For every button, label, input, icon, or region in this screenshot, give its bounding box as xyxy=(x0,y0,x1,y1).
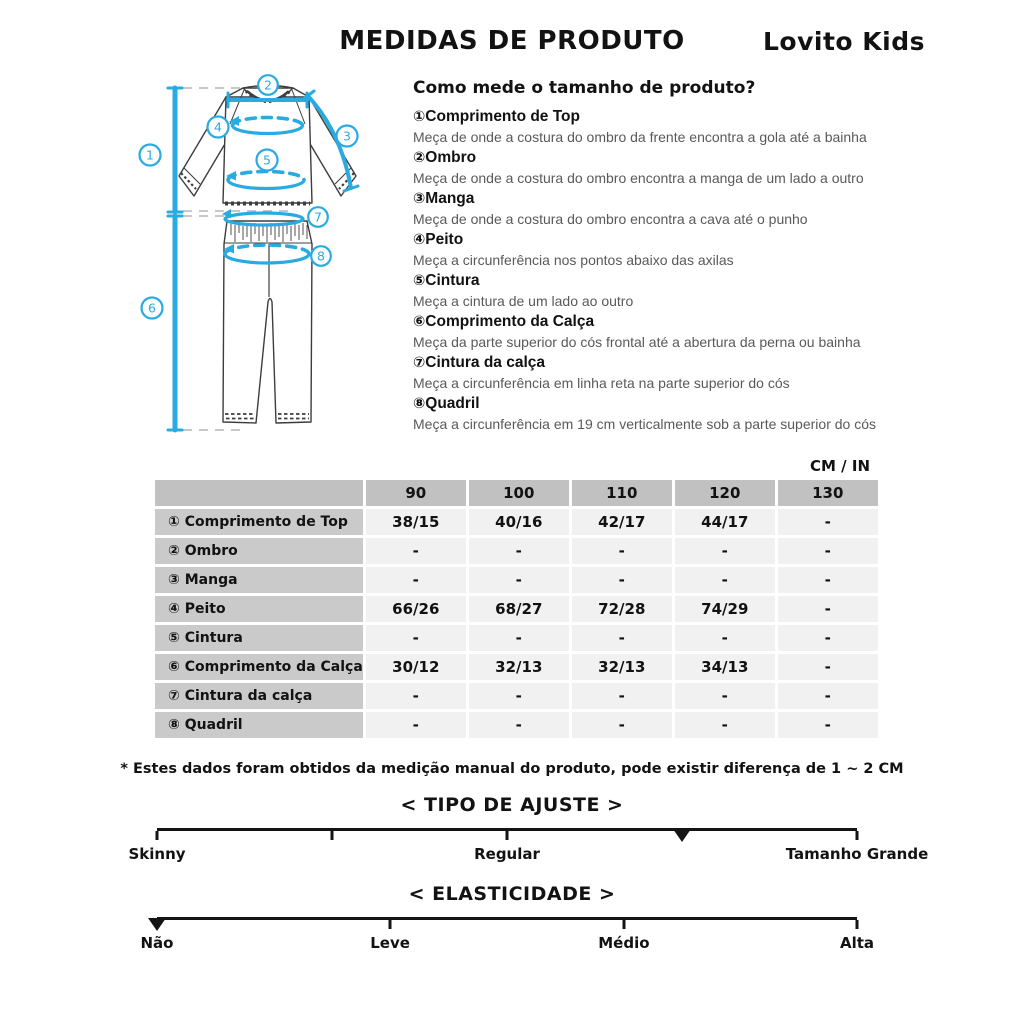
circled-number-icon: ② xyxy=(413,150,426,166)
size-value-cell: - xyxy=(675,683,775,709)
circled-number-icon: ⑦ xyxy=(413,355,426,371)
size-value-cell: - xyxy=(778,596,878,622)
pajama-pants-outline xyxy=(223,221,312,423)
size-value-cell: - xyxy=(366,567,466,593)
size-value-cell: 74/29 xyxy=(675,596,775,622)
svg-text:5: 5 xyxy=(263,152,271,168)
instruction-item xyxy=(413,271,893,312)
instruction-description: Meça de onde a costura do ombro encontra a manga de um lado a outro xyxy=(413,170,864,186)
svg-text:2: 2 xyxy=(264,77,272,93)
measurement-row-label: ⑧ Quadril xyxy=(155,712,363,738)
size-value-cell: - xyxy=(778,625,878,651)
pajama-top-outline xyxy=(179,86,356,204)
size-value-cell: - xyxy=(778,683,878,709)
scale-label: Skinny xyxy=(128,845,186,863)
scale-label: Tamanho Grande xyxy=(785,845,929,863)
size-value-cell: - xyxy=(366,712,466,738)
instruction-name: Peito xyxy=(425,231,464,248)
instruction-label xyxy=(413,230,893,250)
scale-tick xyxy=(506,831,509,840)
size-value-cell: - xyxy=(778,509,878,535)
instruction-description: Meça de onde a costura do ombro encontra a cava até o punho xyxy=(413,211,808,227)
size-value-cell: - xyxy=(675,625,775,651)
measurement-row-label: ② Ombro xyxy=(155,538,363,564)
size-value-cell: - xyxy=(572,683,672,709)
size-value-cell: 34/13 xyxy=(675,654,775,680)
instruction-item xyxy=(413,312,893,353)
measurement-row-label: ⑤ Cintura xyxy=(155,625,363,651)
instruction-item xyxy=(413,189,893,230)
size-value-cell: - xyxy=(366,625,466,651)
size-table-row xyxy=(155,654,878,680)
size-value-cell: - xyxy=(572,712,672,738)
elasticity-scale xyxy=(140,917,875,973)
instructions-heading: Como mede o tamanho de produto? xyxy=(413,78,756,98)
marker-1 xyxy=(140,145,161,166)
size-value-cell: - xyxy=(572,625,672,651)
size-table-row xyxy=(155,509,878,535)
instruction-description: Meça da parte superior do cós frontal até a abertura da perna ou bainha xyxy=(413,334,861,350)
instruction-description: Meça a cintura de um lado ao outro xyxy=(413,293,634,309)
instruction-name: Cintura xyxy=(425,272,480,289)
svg-text:8: 8 xyxy=(317,248,325,264)
marker-6 xyxy=(142,298,163,319)
size-value-cell: - xyxy=(675,712,775,738)
size-value-cell: - xyxy=(778,712,878,738)
marker-2 xyxy=(258,75,278,95)
scale-tick xyxy=(156,831,159,840)
size-column-header: 120 xyxy=(675,480,775,506)
instruction-label xyxy=(413,312,893,332)
size-table-row xyxy=(155,596,878,622)
circled-number-icon: ⑧ xyxy=(413,396,426,412)
scale-tick xyxy=(856,831,859,840)
svg-text:7: 7 xyxy=(314,209,322,225)
size-value-cell: - xyxy=(469,712,569,738)
size-value-cell: - xyxy=(675,567,775,593)
size-value-cell: - xyxy=(675,538,775,564)
size-value-cell: 30/12 xyxy=(366,654,466,680)
size-table-row xyxy=(155,712,878,738)
measurement-row-label: ④ Peito xyxy=(155,596,363,622)
instruction-item xyxy=(413,394,893,435)
instruction-label xyxy=(413,148,893,168)
marker-8 xyxy=(311,246,331,266)
instruction-label xyxy=(413,189,893,209)
scale-label: Alta xyxy=(839,934,875,952)
size-table-row xyxy=(155,683,878,709)
circled-number-icon: ④ xyxy=(413,232,426,248)
scale-label: Médio xyxy=(598,934,650,952)
brand-logo: Lovito Kids xyxy=(763,27,926,56)
instruction-description: Meça a circunferência nos pontos abaixo das axilas xyxy=(413,252,734,268)
scale-tick xyxy=(331,831,334,840)
size-table-row xyxy=(155,538,878,564)
scale-tick xyxy=(389,920,392,929)
size-table-row xyxy=(155,625,878,651)
instruction-label xyxy=(413,394,893,414)
instruction-name: Manga xyxy=(425,190,475,207)
fit-scale xyxy=(128,828,929,884)
size-value-cell: 44/17 xyxy=(675,509,775,535)
measurement-diagram xyxy=(130,72,410,452)
scale-tick xyxy=(622,920,625,929)
size-value-cell: - xyxy=(469,567,569,593)
size-value-cell: - xyxy=(366,538,466,564)
instruction-label xyxy=(413,353,893,373)
measure-instructions xyxy=(413,78,893,435)
size-value-cell: 72/28 xyxy=(572,596,672,622)
instruction-label xyxy=(413,107,893,127)
size-value-cell: - xyxy=(469,625,569,651)
instruction-name: Cintura da calça xyxy=(425,354,546,371)
instruction-name: Comprimento da Calça xyxy=(425,313,595,330)
size-table-header-row xyxy=(155,480,878,506)
size-column-header: 90 xyxy=(366,480,466,506)
size-table-row xyxy=(155,567,878,593)
circled-number-icon: ③ xyxy=(413,191,426,207)
instruction-item xyxy=(413,107,893,148)
svg-text:1: 1 xyxy=(146,147,154,163)
svg-text:3: 3 xyxy=(343,128,351,144)
fit-marker-icon xyxy=(673,829,691,842)
circled-number-icon: ⑥ xyxy=(413,314,426,330)
size-table-corner-cell xyxy=(155,480,363,506)
instruction-label xyxy=(413,271,893,291)
elasticity-scale-bar xyxy=(157,917,857,920)
scale-label: Não xyxy=(140,934,174,952)
size-value-cell: - xyxy=(469,538,569,564)
fit-scale-bar xyxy=(157,828,857,831)
size-value-cell: 38/15 xyxy=(366,509,466,535)
instruction-name: Quadril xyxy=(425,395,480,412)
circled-number-icon: ① xyxy=(413,109,426,125)
size-value-cell: 40/16 xyxy=(469,509,569,535)
instruction-item xyxy=(413,353,893,394)
unit-label: CM / IN xyxy=(810,457,870,475)
size-column-header: 100 xyxy=(469,480,569,506)
size-value-cell: 32/13 xyxy=(469,654,569,680)
instruction-item xyxy=(413,230,893,271)
measurement-row-label: ⑥ Comprimento da Calça xyxy=(155,654,363,680)
instruction-item xyxy=(413,148,893,189)
scale-tick xyxy=(856,920,859,929)
marker-4 xyxy=(208,117,229,138)
size-value-cell: 66/26 xyxy=(366,596,466,622)
size-column-header: 110 xyxy=(572,480,672,506)
size-value-cell: - xyxy=(778,567,878,593)
size-value-cell: 42/17 xyxy=(572,509,672,535)
instruction-description: Meça de onde a costura do ombro da frente encontra a gola até a bainha xyxy=(413,129,867,145)
size-value-cell: 32/13 xyxy=(572,654,672,680)
size-value-cell: - xyxy=(572,567,672,593)
measurement-row-label: ③ Manga xyxy=(155,567,363,593)
size-value-cell: - xyxy=(469,683,569,709)
footnote: * Estes dados foram obtidos da medição manual do produto, pode existir diferença de 1 ~ 2 CM xyxy=(120,761,904,777)
size-value-cell: - xyxy=(366,683,466,709)
size-table xyxy=(152,477,881,741)
scale-label: Leve xyxy=(370,934,410,952)
size-value-cell: - xyxy=(778,538,878,564)
elasticity-scale-heading: < ELASTICIDADE > xyxy=(408,883,616,905)
size-value-cell: - xyxy=(572,538,672,564)
instructions-list xyxy=(413,107,893,435)
elasticity-marker-icon xyxy=(148,918,166,931)
fit-scale-heading: < TIPO DE AJUSTE > xyxy=(400,794,624,816)
svg-text:6: 6 xyxy=(148,300,156,316)
size-value-cell: 68/27 xyxy=(469,596,569,622)
scale-label: Regular xyxy=(474,845,540,863)
size-value-cell: - xyxy=(778,654,878,680)
measurement-row-label: ⑦ Cintura da calça xyxy=(155,683,363,709)
svg-text:4: 4 xyxy=(214,119,222,135)
instruction-description: Meça a circunferência em linha reta na parte superior do cós xyxy=(413,375,790,391)
marker-7 xyxy=(308,207,328,227)
marker-5 xyxy=(257,150,278,171)
instruction-description: Meça a circunferência em 19 cm verticalmente sob a parte superior do cós xyxy=(413,416,876,432)
instruction-name: Ombro xyxy=(425,149,477,166)
marker-3 xyxy=(337,126,358,147)
measurement-row-label: ① Comprimento de Top xyxy=(155,509,363,535)
page-title: MEDIDAS DE PRODUTO xyxy=(339,26,685,56)
size-column-header: 130 xyxy=(778,480,878,506)
circled-number-icon: ⑤ xyxy=(413,273,426,289)
instruction-name: Comprimento de Top xyxy=(425,108,580,125)
